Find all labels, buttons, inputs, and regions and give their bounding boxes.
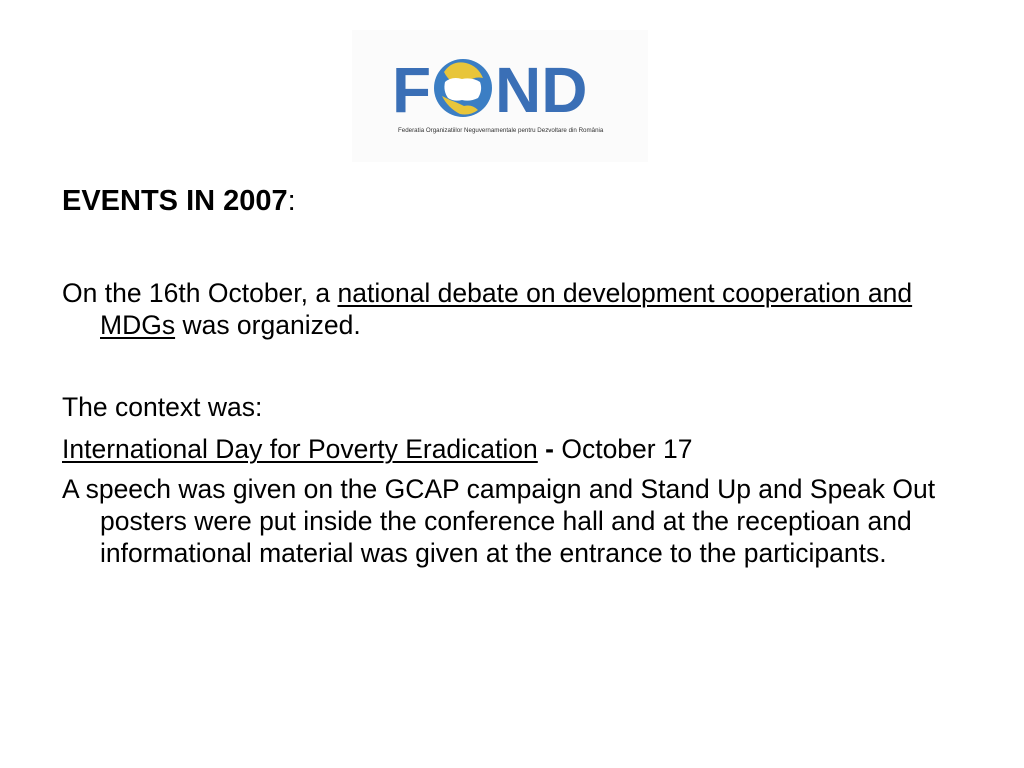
poverty-day-dash: -: [537, 434, 562, 464]
logo-tagline: Federatia Organizatiilor Neguvernamentale pentru Dezvoltare din România: [398, 127, 604, 134]
paragraph-debate-intro: On the 16th October, a: [62, 278, 338, 308]
paragraph-debate-end: was organized.: [175, 310, 361, 340]
paragraph-debate: [62, 277, 960, 341]
heading-colon: :: [287, 185, 296, 217]
page-heading: [62, 181, 296, 221]
fond-logo: [352, 30, 648, 162]
paragraph-context: The context was:: [62, 392, 263, 422]
logo-letters-nd: ND: [495, 54, 588, 126]
logo-letter-f: F: [392, 54, 432, 126]
national-debate-link[interactable]: national debate on development cooperation and MDGs: [100, 278, 913, 340]
globe-icon: [434, 59, 492, 117]
paragraph-speech: A speech was given on the GCAP campaign and Stand Up and Speak Out posters were put inside the conference hall and at the receptioan and informational material was given at the entrance to the participants.: [62, 474, 936, 568]
heading-text: EVENTS IN 2007: [62, 185, 288, 217]
logo-graphic: [352, 30, 648, 162]
poverty-day-date: October 17: [561, 434, 693, 464]
paragraph-poverty-day: [62, 433, 962, 465]
poverty-day-link[interactable]: International Day for Poverty Eradication: [62, 434, 538, 464]
